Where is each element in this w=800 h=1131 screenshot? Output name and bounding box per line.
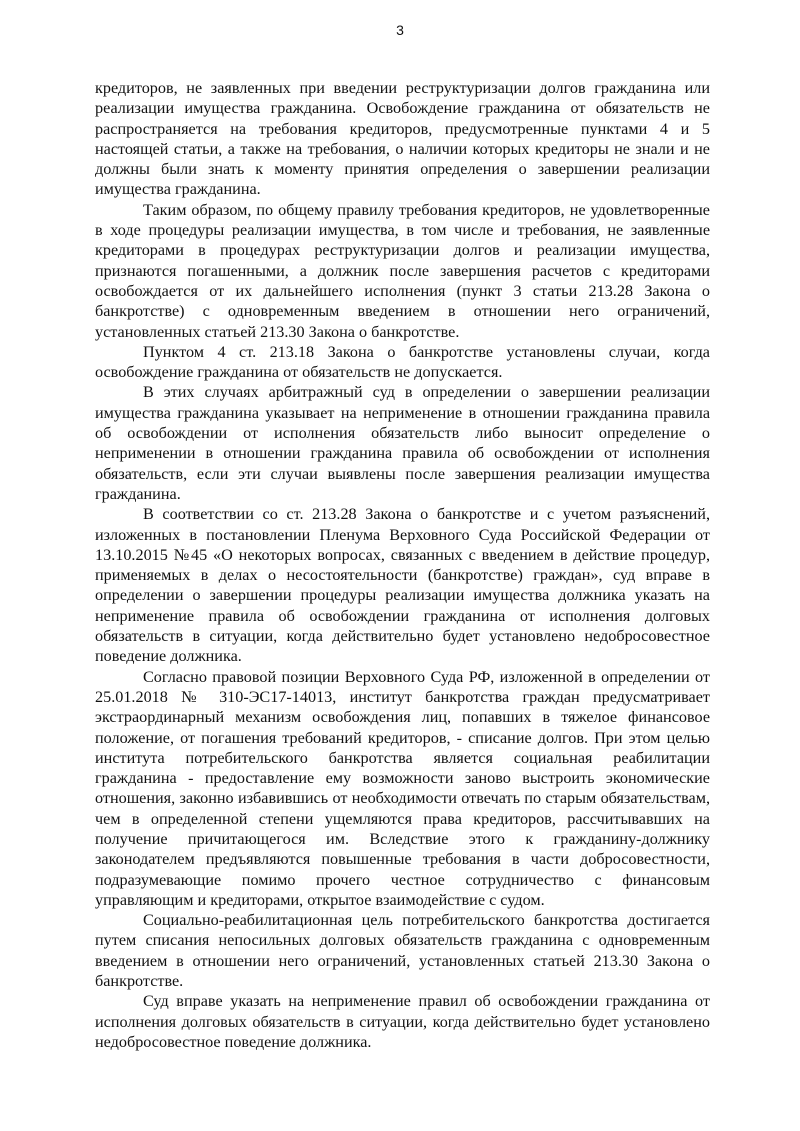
paragraph: Согласно правовой позиции Верховного Суда РФ, изложенной в определении от 25.01.2018 № 310-ЭС17-14013, институт банкротства граждан предусматривает экстраординарный механизм освобождения лиц, попавших в тяжелое финансовое положение, от погашения требований кредиторов, - списание долгов. При этом целью института потребительского банкротства является социальная реабилитации гражданина - предоставление ему возможности заново выстроить экономические отношения, законно избавившись от необходимости отвечать по старым обязательствам, чем в определенной степени ущемляются права кредиторов, рассчитывавших на получение причитающегося им. Вследствие этого к гражданину-должнику законодателем предъявляются повышенные требования в части добросовестности, подразумевающие помимо прочего честное сотрудничество с финансовым управляющим и кредиторами, открытое взаимодействие с судом.: [95, 667, 710, 909]
paragraph: Пунктом 4 ст. 213.18 Закона о банкротстве установлены случаи, когда освобождение гражданина от обязательств не допускается.: [95, 342, 710, 382]
paragraph: В этих случаях арбитражный суд в определении о завершении реализации имущества гражданина указывает на неприменение в отношении гражданина правила об освобождении от исполнения обязательств либо выносит определение о неприменении в отношении гражданина правила об освобождении от исполнения обязательств, если эти случаи выявлены после завершения реализации имущества гражданина.: [95, 383, 710, 503]
document-body: [95, 78, 710, 1052]
paragraph: Таким образом, по общему правилу требования кредиторов, не удовлетворенные в ходе процедуры реализации имущества, в том числе и требования, не заявленные кредиторами в процедурах реструктуризации долгов и реализации имущества, признаются погашенными, а должник после завершения расчетов с кредиторами освобождается от их дальнейшего исполнения (пункт 3 статьи 213.28 Закона о банкротстве) с одновременным введением в отношении него ограничений, установленных статьей 213.30 Закона о банкротстве.: [95, 200, 710, 341]
page-number: 3: [396, 22, 404, 38]
paragraph: В соответствии со ст. 213.28 Закона о банкротстве и с учетом разъяснений, изложенных в постановлении Пленума Верховного Суда Российской Федерации от 13.10.2015 №45 «О некоторых вопросах, связанных с введением в действие процедур, применяемых в делах о несостоятельности (банкротстве) граждан», суд вправе в определении о завершении процедуры реализации имущества должника указать на неприменение правила об освобождении гражданина от исполнения долговых обязательств в ситуации, когда действительно будет установлено недобросовестное поведение должника.: [95, 505, 710, 666]
paragraph: Суд вправе указать на неприменение правил об освобождении гражданина от исполнения долговых обязательств в ситуации, когда действительно будет установлено недобросовестное поведение должника.: [95, 992, 710, 1051]
paragraph: Социально-реабилитационная цель потребительского банкротства достигается путем списания непосильных долговых обязательств гражданина с одновременным введением в отношении него ограничений, установленных статьей 213.30 Закона о банкротстве.: [95, 911, 710, 991]
paragraph-continuation: кредиторов, не заявленных при введении реструктуризации долгов гражданина или реализации имущества гражданина. Освобождение гражданина от обязательств не распространяется на требования кредиторов, предусмотренные пунктами 4 и 5 настоящей статьи, а также на требования, о наличии которых кредиторы не знали и не должны были знать к моменту принятия определения о завершении реализации имущества гражданина.: [95, 79, 710, 199]
